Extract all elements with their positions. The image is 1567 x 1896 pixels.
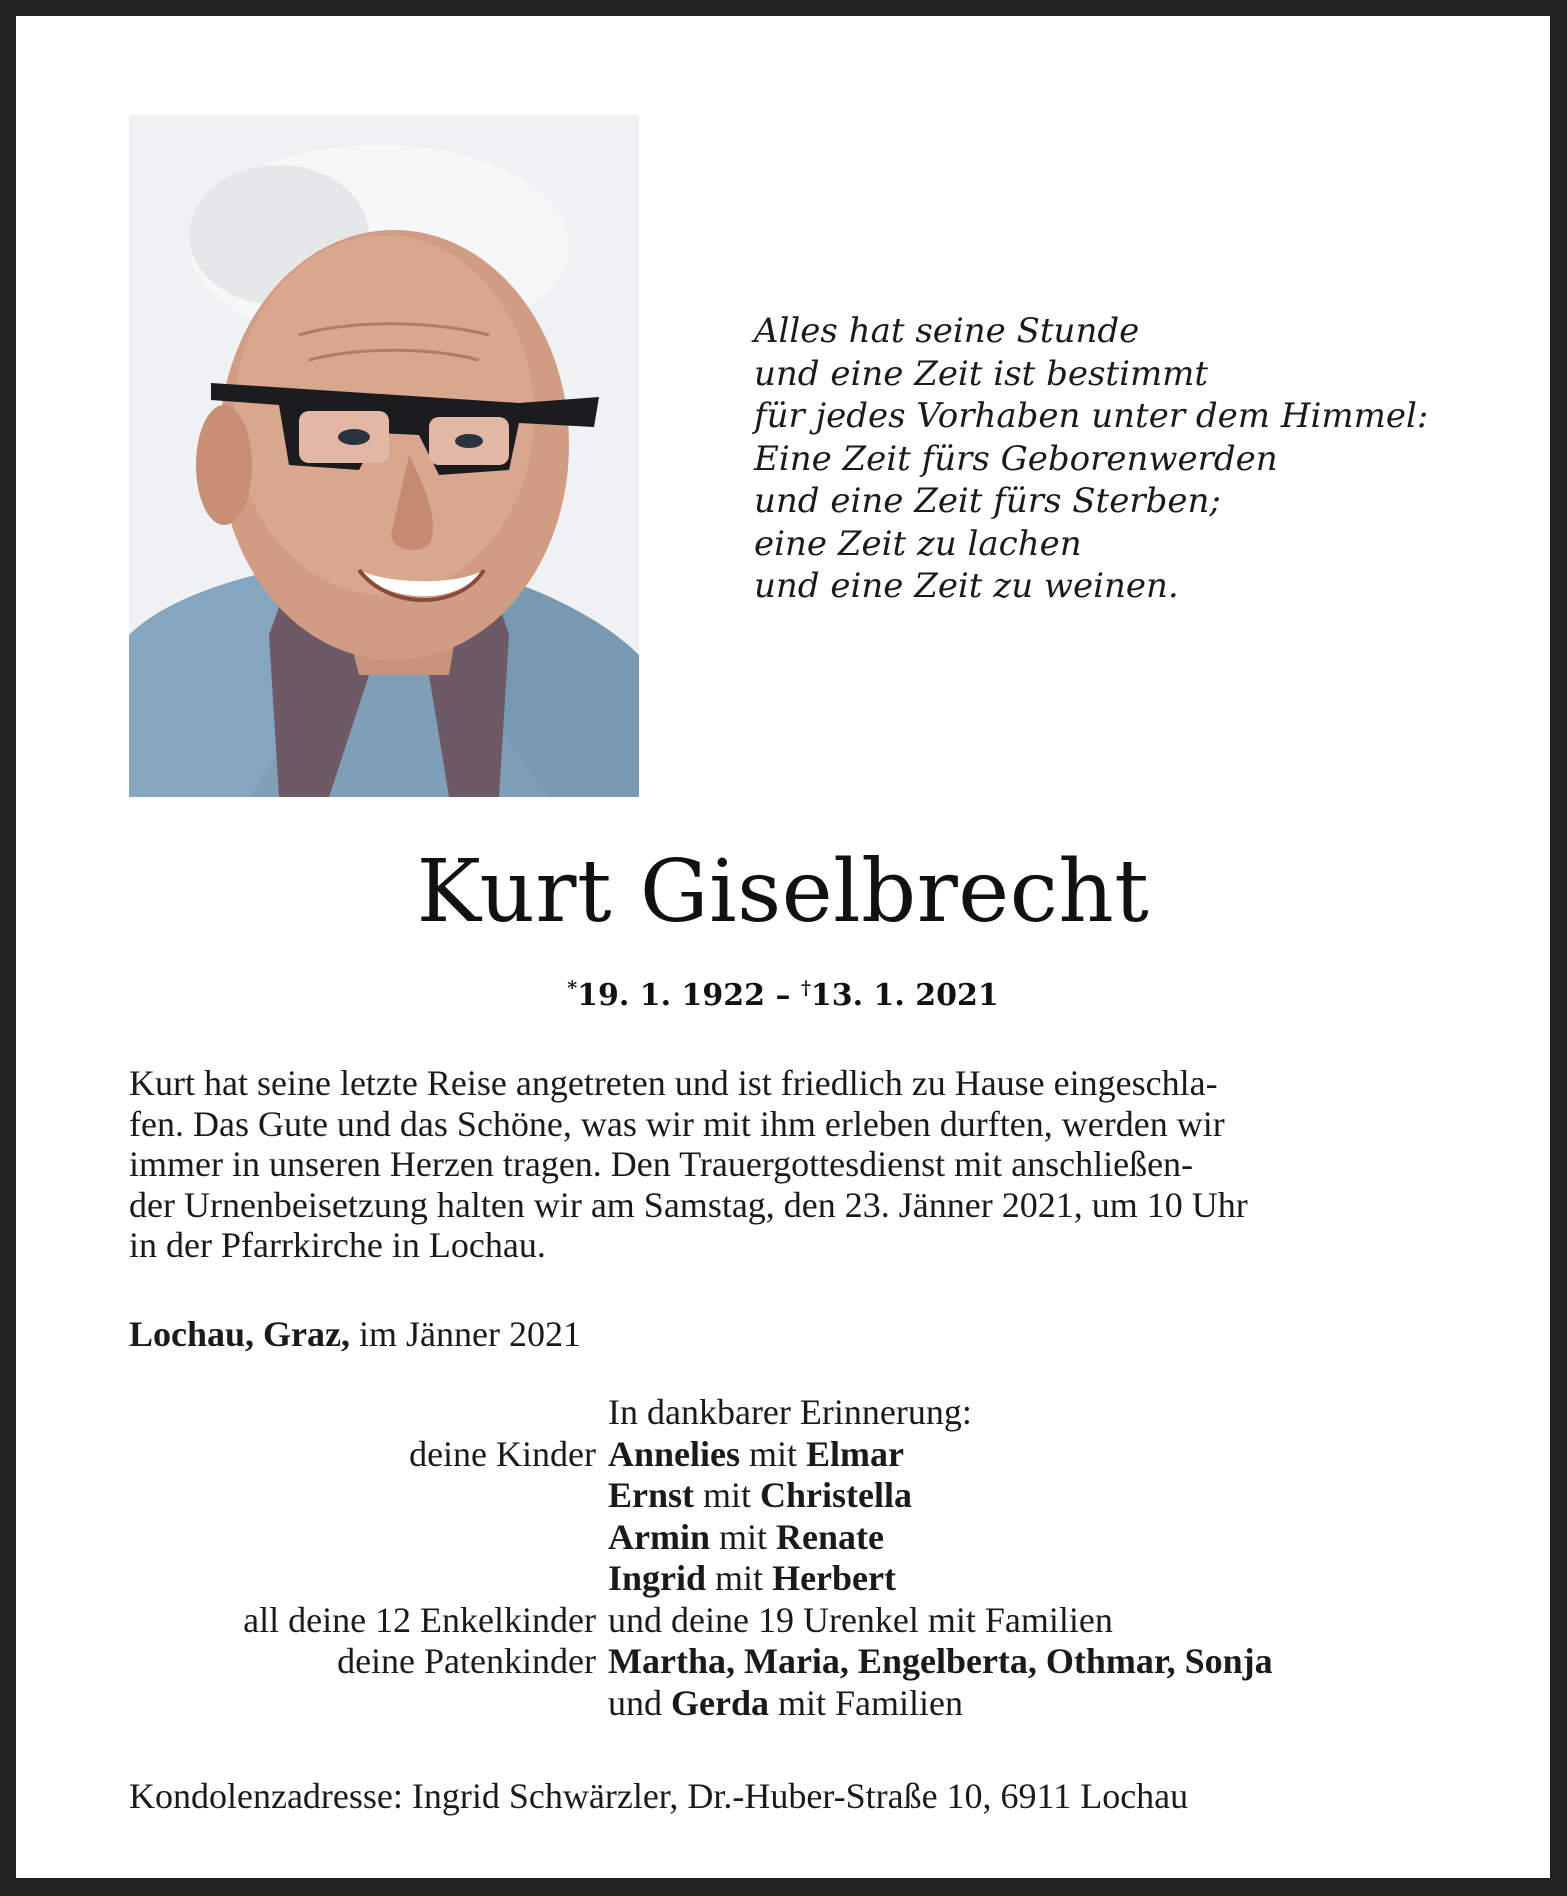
family-row: [129, 1475, 1449, 1517]
connector-text: mit: [740, 1433, 807, 1474]
family-intro-row: [129, 1392, 1449, 1434]
condolence-address: Kondolenzadresse: Ingrid Schwärzler, Dr.-Huber-Straße 10, 6911 Lochau: [129, 1776, 1189, 1816]
birth-date: 19. 1. 1922: [577, 978, 766, 1013]
family-member: Annelies: [608, 1433, 741, 1474]
date-separator: –: [765, 978, 801, 1013]
godchildren-names: Martha, Maria, Engelberta, Othmar, Sonja: [608, 1641, 1273, 1681]
grandchildren-text: und deine 19 Urenkel mit Familien: [608, 1599, 1113, 1640]
godchildren-row: [129, 1641, 1449, 1683]
place-date: [129, 1314, 581, 1354]
poem-line: und eine Zeit zu weinen.: [754, 566, 1179, 606]
family-intro: In dankbarer Erinnerung:: [608, 1392, 972, 1432]
poem-line: Eine Zeit fürs Geborenwerden: [754, 438, 1278, 479]
family-member: Christella: [760, 1475, 913, 1515]
portrait-photo: [129, 115, 639, 797]
family-label: deine Patenkinder: [337, 1641, 596, 1681]
portrait-image: [129, 115, 639, 797]
death-symbol: †: [800, 977, 811, 999]
family-member: Renate: [776, 1516, 884, 1557]
obituary-text: [129, 1063, 1449, 1266]
family-row: [129, 1558, 1449, 1600]
poem-line: eine Zeit zu lachen: [754, 523, 1082, 564]
family-label: [129, 1558, 608, 1600]
poem-line: für jedes Vorhaben unter dem Himmel:: [754, 396, 1429, 436]
place-month: im Jänner 2021: [350, 1314, 581, 1354]
connector-text: mit: [706, 1558, 773, 1598]
poem-line: und eine Zeit fürs Sterben;: [754, 481, 1221, 521]
poem-line: und eine Zeit ist bestimmt: [754, 353, 1209, 394]
grandchildren-row: [129, 1600, 1449, 1642]
text-line: Kurt hat seine letzte Reise angetreten und ist friedlich zu Hause eingeschla-: [129, 1063, 1218, 1103]
birth-symbol: *: [567, 977, 578, 999]
connector-text: mit: [710, 1516, 777, 1557]
family-list: [129, 1392, 1449, 1724]
family-member: Ingrid: [608, 1558, 707, 1598]
family-member: Herbert: [772, 1558, 896, 1598]
obituary-page: [16, 16, 1550, 1878]
text-line: fen. Das Gute und das Schöne, was wir mit ihm erleben durften, werden wir: [129, 1103, 1225, 1144]
death-date: 13. 1. 2021: [810, 978, 999, 1013]
family-member: Armin: [608, 1516, 710, 1557]
text-line: in der Pfarrkirche in Lochau.: [129, 1225, 546, 1265]
place-names: Lochau, Graz,: [129, 1314, 350, 1354]
family-label: [129, 1475, 608, 1517]
family-row: [129, 1434, 1449, 1476]
family-row: [129, 1517, 1449, 1559]
deceased-name: Kurt Giselbrecht: [416, 842, 1150, 942]
connector-text: mit Familien: [768, 1682, 963, 1723]
connector-text: mit: [694, 1475, 761, 1515]
godchildren-row: [129, 1683, 1449, 1725]
family-member: Elmar: [806, 1433, 905, 1474]
connector-text: und: [608, 1682, 671, 1723]
poem-line: Alles hat seine Stunde: [754, 311, 1140, 351]
family-label: all deine 12 Enkelkinder: [243, 1599, 596, 1640]
godchild-name: Gerda: [671, 1682, 769, 1723]
poem: [754, 310, 1428, 608]
text-line: der Urnenbeisetzung halten wir am Samstag, den 23. Jänner 2021, um 10 Uhr: [129, 1184, 1248, 1225]
text-line: immer in unseren Herzen tragen. Den Trauergottesdienst mit anschließen-: [129, 1144, 1194, 1184]
family-member: Ernst: [608, 1475, 695, 1515]
family-label: [129, 1517, 608, 1559]
life-dates: [16, 968, 1550, 1016]
family-label: deine Kinder: [409, 1433, 596, 1474]
